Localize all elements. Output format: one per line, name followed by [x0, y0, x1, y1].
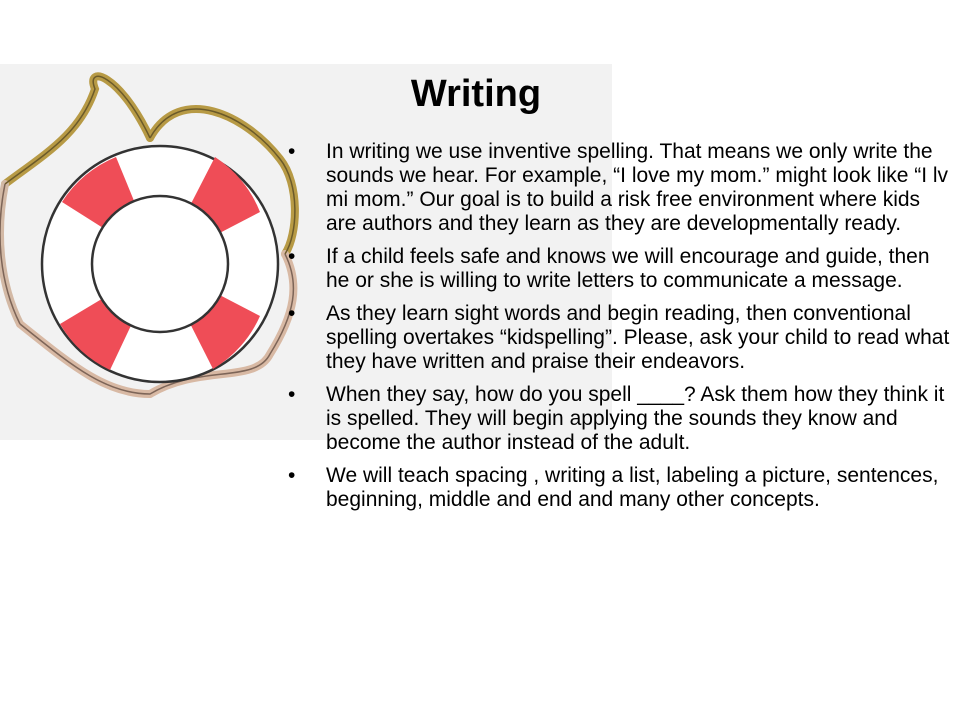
- bullet-marker: •: [288, 302, 296, 325]
- bullet-item: [288, 383, 952, 455]
- bullet-item: [288, 302, 952, 374]
- bullet-text: We will teach spacing , writing a list, labeling a picture, sentences, beginning, middle and end and many other concepts.: [326, 464, 939, 511]
- bullet-marker: •: [288, 140, 296, 163]
- ring-inner: [92, 196, 228, 332]
- bullet-text: As they learn sight words and begin reading, then conventional spelling overtakes “kidspelling”. Please, ask your child to read what they have written and praise their endeavors.: [326, 302, 950, 373]
- bullet-text: In writing we use inventive spelling. That means we only write the sounds we hear. For example, “I love my mom.” might look like “I lv mi mom.” Our goal is to build a risk free environment where kids are authors and they learn as they are developmentally ready.: [326, 140, 949, 235]
- slide-title: Writing: [410, 73, 542, 115]
- bullet-list: [288, 140, 952, 521]
- bullet-text: If a child feels safe and knows we will encourage and guide, then he or she is willing to write letters to communicate a message.: [326, 245, 930, 292]
- bullet-item: [288, 464, 952, 512]
- bullet-text: When they say, how do you spell ____? Ask them how they think it is spelled. They will begin applying the sounds they know and become the author instead of the adult.: [326, 383, 945, 454]
- life-ring-icon: [0, 64, 300, 440]
- rope-left: [0, 184, 20, 324]
- bullet-marker: •: [288, 245, 296, 268]
- bullet-marker: •: [288, 464, 296, 487]
- bullet-item: [288, 140, 952, 236]
- bullet-item: [288, 245, 952, 293]
- bullet-marker: •: [288, 383, 296, 406]
